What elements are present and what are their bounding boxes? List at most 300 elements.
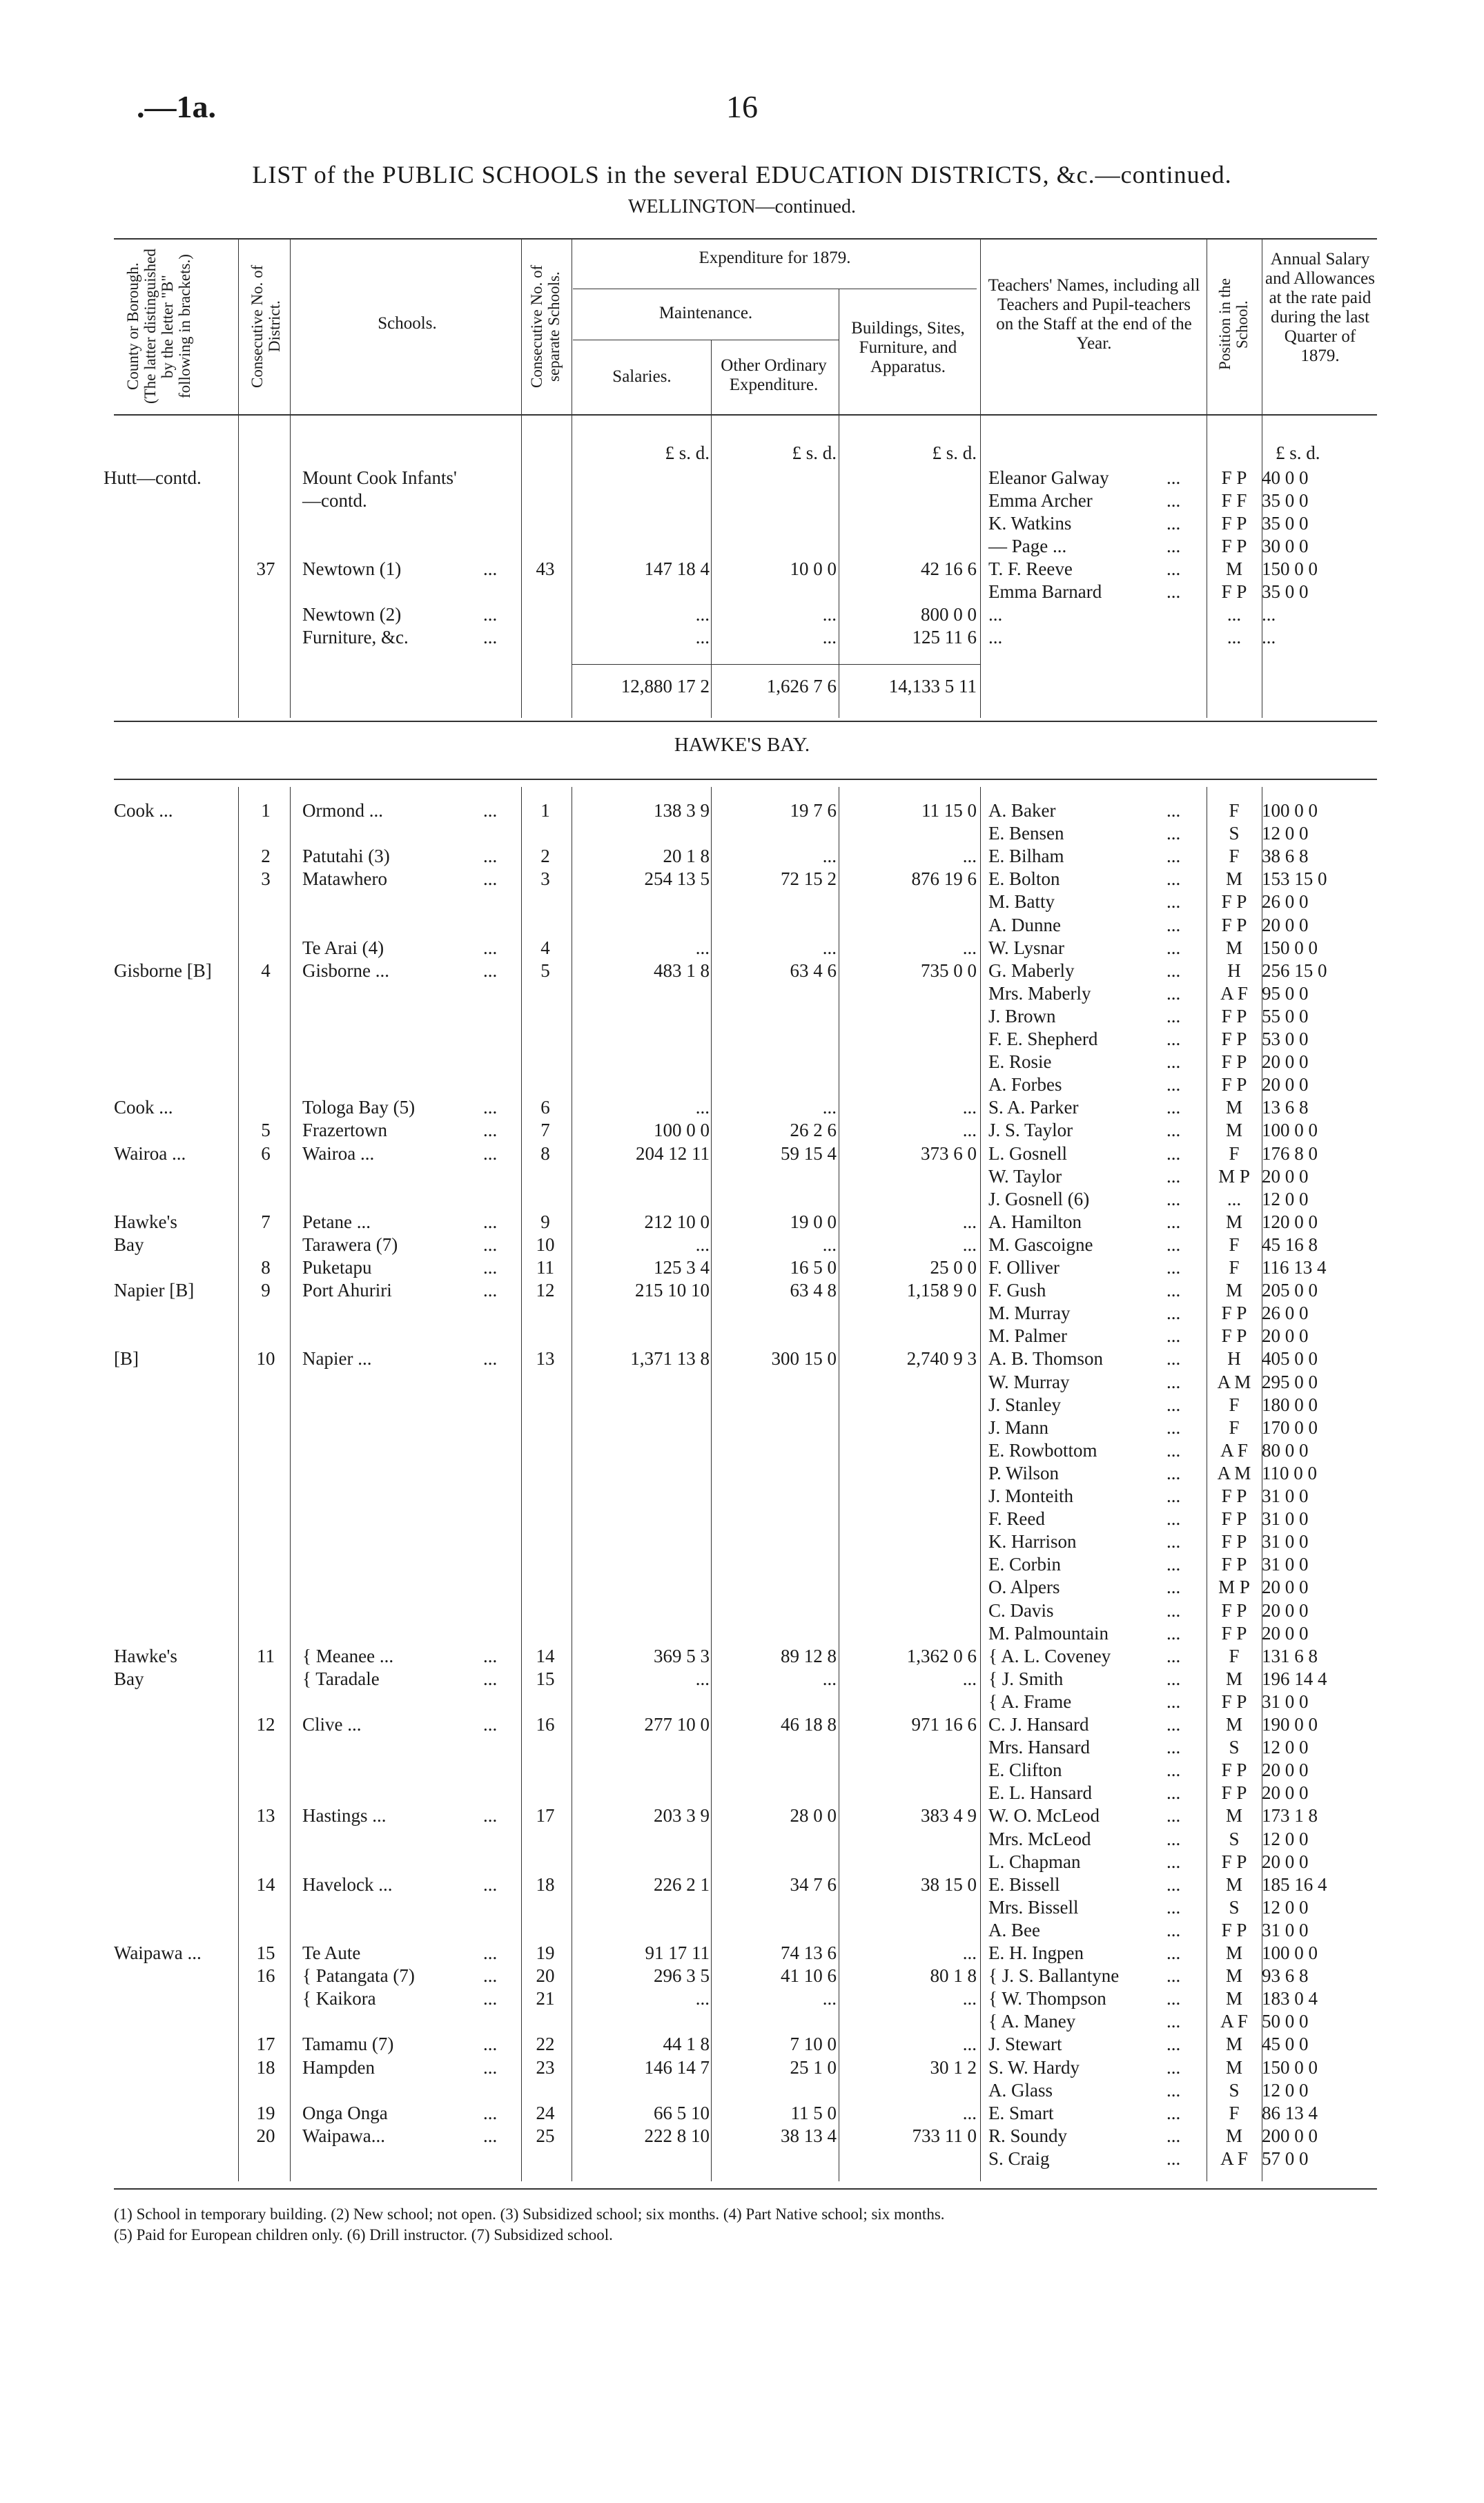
- leader-dots: ...: [1166, 1760, 1181, 1781]
- salary-cell: 45 0 0: [1262, 2034, 1309, 2055]
- salary-cell: 80 0 0: [1262, 1439, 1309, 1461]
- leader-dots: ...: [1166, 1462, 1181, 1483]
- table-row: [0, 1645, 1484, 1668]
- units-buildings: £ s. d.: [932, 442, 977, 463]
- other-expenditure-cell: 19 7 6: [790, 800, 837, 821]
- consecutive-cell: 23: [536, 2056, 555, 2078]
- leader-dots: ...: [1166, 1165, 1181, 1187]
- total-other: 1,626 7 6: [766, 676, 837, 697]
- salary-cell: 183 0 4: [1262, 1988, 1318, 2009]
- teacher-cell: E. H. Ingpen: [988, 1942, 1084, 1963]
- table-row: [0, 1005, 1484, 1028]
- leader-dots: ...: [483, 1988, 498, 2009]
- buildings-cell: 125 11 6: [912, 627, 977, 647]
- salaries-cell: 212 10 0: [644, 1211, 710, 1232]
- salaries-cell: 20 1 8: [663, 846, 710, 867]
- teacher-cell: E. Corbin: [988, 1554, 1061, 1575]
- leader-dots: ...: [1166, 1303, 1181, 1324]
- salary-cell: 100 0 0: [1262, 1942, 1318, 1963]
- leader-dots: ...: [1166, 891, 1181, 913]
- table-row: [0, 603, 1484, 626]
- salary-cell: 20 0 0: [1262, 1051, 1309, 1073]
- teacher-cell: E. Clifton: [988, 1760, 1062, 1781]
- table-row: [0, 1188, 1484, 1211]
- district-cell: 4: [261, 960, 271, 981]
- position-cell: ...: [1227, 627, 1242, 647]
- consecutive-cell: 4: [540, 937, 550, 958]
- leader-dots: ...: [1166, 1280, 1181, 1301]
- leader-dots: ...: [483, 2125, 498, 2146]
- position-cell: F: [1229, 1234, 1240, 1255]
- position-cell: ...: [1227, 1188, 1242, 1209]
- position-cell: M: [1225, 1965, 1242, 1987]
- page-subtitle: WELLINGTON—continued.: [628, 196, 856, 217]
- teacher-cell: E. Bensen: [988, 823, 1064, 844]
- table-row: [0, 1234, 1484, 1256]
- teacher-cell: { W. Thompson: [988, 1988, 1106, 2009]
- table-row: [0, 1416, 1484, 1439]
- buildings-cell: 80 1 8: [930, 1965, 977, 1987]
- salary-cell: 405 0 0: [1262, 1348, 1318, 1370]
- salary-cell: ...: [1262, 604, 1276, 625]
- teacher-cell: A. Baker: [988, 800, 1056, 821]
- leader-dots: ...: [483, 1348, 498, 1370]
- section-rule-bottom: [114, 779, 1377, 780]
- consecutive-cell: 8: [540, 1142, 550, 1164]
- salary-cell: 120 0 0: [1262, 1211, 1318, 1232]
- other-expenditure-cell: ...: [822, 1668, 837, 1689]
- table-row: [0, 1051, 1484, 1073]
- units-row: [0, 442, 1484, 465]
- teacher-cell: E. Bilham: [988, 846, 1064, 867]
- table-row: [0, 535, 1484, 558]
- table-row: [0, 868, 1484, 890]
- district-cell: 7: [261, 1211, 271, 1232]
- leader-dots: ...: [1166, 1531, 1181, 1552]
- buildings-cell: 1,362 0 6: [906, 1645, 977, 1666]
- teacher-cell: Mrs. McLeod: [988, 1828, 1091, 1849]
- county-cell: Bay: [114, 1668, 144, 1689]
- position-cell: F: [1229, 846, 1240, 867]
- leader-dots: ...: [1166, 1782, 1181, 1804]
- county-cell: [B]: [114, 1348, 139, 1370]
- leader-dots: ...: [1166, 982, 1181, 1004]
- other-expenditure-cell: 63 4 6: [790, 960, 837, 981]
- buildings-cell: 735 0 0: [921, 960, 977, 981]
- position-cell: A F: [1220, 1439, 1248, 1461]
- header-district: Consecutive No. of District.: [248, 264, 283, 389]
- position-cell: A M: [1217, 1371, 1251, 1392]
- teacher-cell: W. Murray: [988, 1371, 1070, 1392]
- salary-cell: 170 0 0: [1262, 1416, 1318, 1438]
- leader-dots: ...: [1166, 800, 1181, 821]
- table-row: [0, 1851, 1484, 1873]
- teacher-cell: A. Dunne: [988, 914, 1061, 935]
- leader-dots: ...: [1166, 2056, 1181, 2078]
- other-expenditure-cell: 11 5 0: [790, 2102, 837, 2123]
- salaries-cell: 203 3 9: [654, 1805, 710, 1827]
- school-cell: Te Aute: [302, 1942, 361, 1963]
- teacher-cell: W. Taylor: [988, 1165, 1062, 1187]
- school-cell: Furniture, &c.: [302, 627, 409, 647]
- position-cell: F P: [1221, 1074, 1247, 1095]
- school-cell: Port Ahuriri: [302, 1280, 392, 1301]
- school-cell: Newtown (1): [302, 558, 402, 579]
- salary-cell: 12 0 0: [1262, 1896, 1309, 1918]
- district-cell: 11: [257, 1645, 275, 1666]
- salary-cell: 35 0 0: [1262, 581, 1309, 602]
- leader-dots: ...: [1166, 467, 1181, 488]
- school-cell: Patutahi (3): [302, 846, 390, 867]
- leader-dots: ...: [1166, 1577, 1181, 1598]
- table-row: [0, 960, 1484, 982]
- position-cell: F P: [1221, 1303, 1247, 1324]
- position-cell: M: [1225, 1280, 1242, 1301]
- table-row: [0, 1668, 1484, 1691]
- teacher-cell: A. Glass: [988, 2079, 1053, 2101]
- header-teachers: Teachers' Names, including all Teachers and Pupil-teachers on the Staff at the end of the Year.: [988, 276, 1200, 353]
- teacher-cell: { J. S. Ballantyne: [988, 1965, 1120, 1987]
- position-cell: S: [1229, 823, 1240, 844]
- other-expenditure-cell: ...: [822, 937, 837, 958]
- position-cell: M: [1225, 1668, 1242, 1689]
- teacher-cell: Emma Archer: [988, 490, 1093, 511]
- position-cell: M: [1225, 1805, 1242, 1827]
- salary-cell: 205 0 0: [1262, 1280, 1318, 1301]
- salary-cell: 12 0 0: [1262, 1737, 1309, 1758]
- table-row: [0, 1965, 1484, 1987]
- district-cell: 18: [256, 2056, 275, 2078]
- consecutive-cell: 19: [536, 1942, 555, 1963]
- leader-dots: ...: [1166, 937, 1181, 958]
- district-cell: 3: [261, 868, 271, 890]
- leader-dots: ...: [1166, 2034, 1181, 2055]
- header-schools: Schools.: [378, 314, 437, 333]
- salary-cell: ...: [1262, 627, 1276, 647]
- consecutive-cell: 9: [540, 1211, 550, 1232]
- school-cell: { Meanee ...: [302, 1645, 394, 1666]
- consecutive-cell: 24: [536, 2102, 555, 2123]
- school-cell: Onga Onga: [302, 2102, 388, 2123]
- teacher-cell: J. Gosnell (6): [988, 1188, 1090, 1209]
- district-cell: 10: [256, 1348, 275, 1370]
- teacher-cell: { A. Frame: [988, 1691, 1072, 1712]
- teacher-cell: Mrs. Maberly: [988, 982, 1091, 1004]
- buildings-cell: ...: [962, 1120, 977, 1141]
- salary-cell: 256 15 0: [1262, 960, 1327, 981]
- leader-dots: ...: [1166, 1029, 1181, 1049]
- table-row: [0, 1942, 1484, 1965]
- table-row: [0, 799, 1484, 822]
- position-cell: F P: [1221, 1782, 1247, 1804]
- buildings-cell: 876 19 6: [911, 868, 977, 890]
- position-cell: F: [1229, 1394, 1240, 1415]
- school-cell: Havelock ...: [302, 1873, 393, 1895]
- header-expenditure: Expenditure for 1879.: [699, 249, 851, 267]
- position-cell: A F: [1220, 2147, 1248, 2169]
- position-cell: M P: [1218, 1165, 1250, 1187]
- school-cell: Gisborne ...: [302, 960, 389, 981]
- salaries-cell: 215 10 10: [635, 1280, 710, 1301]
- table-row: [0, 1576, 1484, 1599]
- salaries-cell: 44 1 8: [663, 2034, 710, 2055]
- leader-dots: ...: [483, 868, 498, 890]
- county-cell: Cook ...: [114, 1097, 173, 1118]
- buildings-cell: ...: [962, 2034, 977, 2055]
- district-cell: 9: [261, 1280, 271, 1301]
- leader-dots: ...: [483, 1668, 498, 1689]
- leader-dots: ...: [483, 1257, 498, 1278]
- position-cell: F: [1229, 1416, 1240, 1438]
- position-cell: M: [1225, 1211, 1242, 1232]
- leader-dots: ...: [1166, 1005, 1181, 1026]
- consecutive-cell: 20: [536, 1965, 555, 1987]
- buildings-cell: ...: [962, 1942, 977, 1963]
- leader-dots: ...: [1166, 558, 1181, 579]
- county-cell: Hutt—contd.: [104, 467, 202, 488]
- salaries-cell: 483 1 8: [654, 960, 710, 981]
- teacher-cell: ...: [988, 604, 1003, 625]
- total-salaries: 12,880 17 2: [621, 676, 710, 697]
- other-expenditure-cell: 7 10 0: [790, 2034, 837, 2055]
- position-cell: M: [1225, 2125, 1242, 2146]
- buildings-cell: 25 0 0: [930, 1257, 977, 1278]
- table-row: [0, 1279, 1484, 1302]
- position-cell: F P: [1221, 536, 1247, 556]
- header-maintenance: Maintenance.: [658, 304, 753, 322]
- salaries-cell: ...: [695, 1988, 710, 2009]
- leader-dots: ...: [1166, 2011, 1181, 2032]
- other-expenditure-cell: 74 13 6: [781, 1942, 837, 1963]
- table-row: [0, 2056, 1484, 2079]
- header-salaries: Salaries.: [612, 367, 672, 386]
- position-cell: M: [1225, 1097, 1242, 1118]
- buildings-cell: ...: [962, 1211, 977, 1232]
- teacher-cell: Mrs. Hansard: [988, 1737, 1090, 1758]
- table-row: [0, 937, 1484, 960]
- page-title: LIST of the PUBLIC SCHOOLS in the several EDUCATION DISTRICTS, &c.—continued.: [252, 161, 1232, 188]
- leader-dots: ...: [483, 1942, 498, 1963]
- position-cell: M: [1225, 2034, 1242, 2055]
- teacher-cell: C. J. Hansard: [988, 1714, 1089, 1735]
- salary-cell: 26 0 0: [1262, 1303, 1309, 1324]
- school-cell: Ormond ...: [302, 800, 383, 821]
- teacher-cell: J. Stanley: [988, 1394, 1061, 1415]
- consecutive-cell: 18: [536, 1873, 555, 1895]
- leader-dots: ...: [1166, 960, 1181, 981]
- leader-dots: ...: [483, 960, 498, 981]
- district-cell: 14: [256, 1873, 275, 1895]
- salaries-cell: 91 17 11: [645, 1942, 710, 1963]
- salaries-cell: 296 3 5: [654, 1965, 710, 1987]
- units-other: £ s. d.: [792, 442, 837, 463]
- leader-dots: ...: [1166, 1508, 1181, 1530]
- teacher-cell: S. W. Hardy: [988, 2056, 1080, 2078]
- district-cell: 20: [256, 2125, 275, 2146]
- consecutive-cell: 17: [536, 1805, 555, 1827]
- teacher-cell: W. Lysnar: [988, 937, 1064, 958]
- position-cell: S: [1229, 1896, 1240, 1918]
- salaries-cell: ...: [695, 937, 710, 958]
- table-row: [0, 1165, 1484, 1188]
- salary-cell: 180 0 0: [1262, 1394, 1318, 1415]
- teacher-cell: S. Craig: [988, 2147, 1050, 2169]
- table-row: [0, 1211, 1484, 1234]
- other-expenditure-cell: 28 0 0: [790, 1805, 837, 1827]
- position-cell: F P: [1221, 1005, 1247, 1026]
- position-cell: M: [1225, 868, 1242, 890]
- section-rule: [114, 721, 1377, 722]
- position-cell: F P: [1221, 581, 1247, 602]
- table-row: [0, 1394, 1484, 1416]
- buildings-cell: 38 15 0: [921, 1873, 977, 1895]
- footnote-line-1: (1) School in temporary building. (2) New school; not open. (3) Subsidized school; six months. (4) Part Native school; six months.: [114, 2205, 945, 2223]
- consecutive-cell: 11: [536, 1257, 554, 1278]
- document-id: .—1a.: [137, 89, 216, 124]
- salary-cell: 153 15 0: [1262, 868, 1327, 890]
- teacher-cell: M. Batty: [988, 891, 1055, 913]
- position-cell: A F: [1220, 2011, 1248, 2032]
- total-buildings: 14,133 5 11: [888, 676, 977, 697]
- other-expenditure-cell: 10 0 0: [790, 558, 837, 579]
- leader-dots: ...: [1166, 823, 1181, 844]
- other-expenditure-cell: 26 2 6: [790, 1120, 837, 1141]
- consecutive-cell: 15: [536, 1668, 555, 1689]
- leader-dots: ...: [1166, 581, 1181, 602]
- position-cell: F P: [1221, 891, 1247, 913]
- leader-dots: ...: [1166, 1257, 1181, 1278]
- salary-cell: 93 6 8: [1262, 1965, 1309, 1987]
- salary-cell: 26 0 0: [1262, 891, 1309, 913]
- table-row: [0, 467, 1484, 489]
- salaries-cell: 204 12 11: [636, 1142, 710, 1164]
- district-cell: 12: [256, 1714, 275, 1735]
- header-position: Position in the School.: [1216, 278, 1251, 371]
- position-cell: M: [1225, 2056, 1242, 2078]
- salary-cell: 12 0 0: [1262, 2079, 1309, 2101]
- table-row: [0, 558, 1484, 581]
- salary-cell: 31 0 0: [1262, 1531, 1309, 1552]
- teacher-cell: { A. Maney: [988, 2011, 1076, 2032]
- other-expenditure-cell: 46 18 8: [781, 1714, 837, 1735]
- salary-cell: 53 0 0: [1262, 1029, 1309, 1049]
- leader-dots: ...: [1166, 513, 1181, 534]
- salary-cell: 31 0 0: [1262, 1691, 1309, 1712]
- position-cell: F F: [1221, 490, 1247, 511]
- teacher-cell: Mrs. Bissell: [988, 1896, 1079, 1918]
- leader-dots: ...: [1166, 846, 1181, 867]
- salaries-cell: 277 10 0: [644, 1714, 710, 1735]
- district-cell: 37: [256, 558, 275, 579]
- salary-cell: 295 0 0: [1262, 1371, 1318, 1392]
- district-cell: 2: [261, 846, 271, 867]
- leader-dots: ...: [1166, 2102, 1181, 2123]
- leader-dots: ...: [1166, 1873, 1181, 1895]
- school-cell: Tologa Bay (5): [302, 1097, 416, 1118]
- teacher-cell: E. Smart: [988, 2102, 1054, 2123]
- table-row: [0, 1485, 1484, 1508]
- county-cell: Hawke's: [114, 1645, 177, 1666]
- table-row: [0, 1873, 1484, 1896]
- table-row: [0, 1302, 1484, 1325]
- school-cell: Petane ...: [302, 1211, 371, 1232]
- position-cell: M: [1225, 1120, 1242, 1141]
- salary-cell: 110 0 0: [1262, 1462, 1317, 1483]
- buildings-cell: ...: [962, 1668, 977, 1689]
- teacher-cell: A. Forbes: [988, 1074, 1062, 1095]
- salary-cell: 31 0 0: [1262, 1486, 1309, 1506]
- leader-dots: ...: [483, 846, 498, 867]
- section-heading: HAWKE'S BAY.: [674, 734, 810, 756]
- buildings-cell: 1,158 9 0: [906, 1280, 977, 1301]
- page-number: 16: [726, 89, 758, 124]
- consecutive-cell: 13: [536, 1348, 555, 1370]
- table-row: [0, 1736, 1484, 1759]
- salary-cell: 20 0 0: [1262, 1851, 1309, 1872]
- table-row: [0, 1759, 1484, 1782]
- leader-dots: ...: [1166, 1805, 1181, 1827]
- footnote-line-2: (5) Paid for European children only. (6) Drill instructor. (7) Subsidized school.: [114, 2226, 613, 2243]
- position-cell: M: [1225, 558, 1242, 579]
- school-cell: Hastings ...: [302, 1805, 387, 1827]
- buildings-cell: 373 6 0: [921, 1142, 977, 1164]
- buildings-cell: 971 16 6: [911, 1714, 977, 1735]
- school-cell: Wairoa ...: [302, 1142, 375, 1164]
- county-cell: Gisborne [B]: [114, 960, 212, 981]
- teacher-cell: E. L. Hansard: [988, 1782, 1092, 1804]
- other-expenditure-cell: 25 1 0: [790, 2056, 837, 2078]
- position-cell: F: [1229, 1645, 1240, 1666]
- teacher-cell: M. Palmountain: [988, 1622, 1109, 1644]
- salaries-cell: ...: [695, 1234, 710, 1255]
- position-cell: F P: [1221, 1691, 1247, 1712]
- buildings-cell: ...: [962, 1097, 977, 1118]
- buildings-cell: 800 0 0: [921, 604, 977, 625]
- other-expenditure-cell: ...: [822, 1234, 837, 1255]
- teacher-cell: K. Watkins: [988, 513, 1072, 534]
- table-row: [0, 1142, 1484, 1165]
- salary-cell: 20 0 0: [1262, 1760, 1309, 1781]
- other-expenditure-cell: 59 15 4: [781, 1142, 837, 1164]
- table-row: [0, 822, 1484, 845]
- leader-dots: ...: [1166, 1828, 1181, 1849]
- school-cell: Clive ...: [302, 1714, 362, 1735]
- salary-cell: 20 0 0: [1262, 914, 1309, 935]
- table-row: [0, 1462, 1484, 1485]
- teacher-cell: L. Gosnell: [988, 1142, 1067, 1164]
- consecutive-cell: 10: [536, 1234, 555, 1255]
- leader-dots: ...: [1166, 1051, 1181, 1073]
- other-expenditure-cell: 41 10 6: [781, 1965, 837, 1987]
- consecutive-cell: 43: [536, 558, 555, 579]
- leader-dots: ...: [1166, 1211, 1181, 1232]
- county-cell: Waipawa ...: [114, 1942, 202, 1963]
- other-expenditure-cell: 38 13 4: [781, 2125, 837, 2146]
- position-cell: M P: [1218, 1577, 1250, 1598]
- school-cell: Puketapu: [302, 1257, 372, 1278]
- table-row: [0, 512, 1484, 535]
- leader-dots: ...: [1166, 1851, 1181, 1872]
- salaries-cell: ...: [695, 1097, 710, 1118]
- position-cell: F P: [1221, 1851, 1247, 1872]
- buildings-cell: ...: [962, 846, 977, 867]
- salary-cell: 95 0 0: [1262, 982, 1309, 1004]
- table-row: [0, 1713, 1484, 1736]
- table-row: [0, 845, 1484, 868]
- leader-dots: ...: [1166, 1394, 1181, 1415]
- table-row: [0, 1553, 1484, 1576]
- leader-dots: ...: [1166, 1234, 1181, 1255]
